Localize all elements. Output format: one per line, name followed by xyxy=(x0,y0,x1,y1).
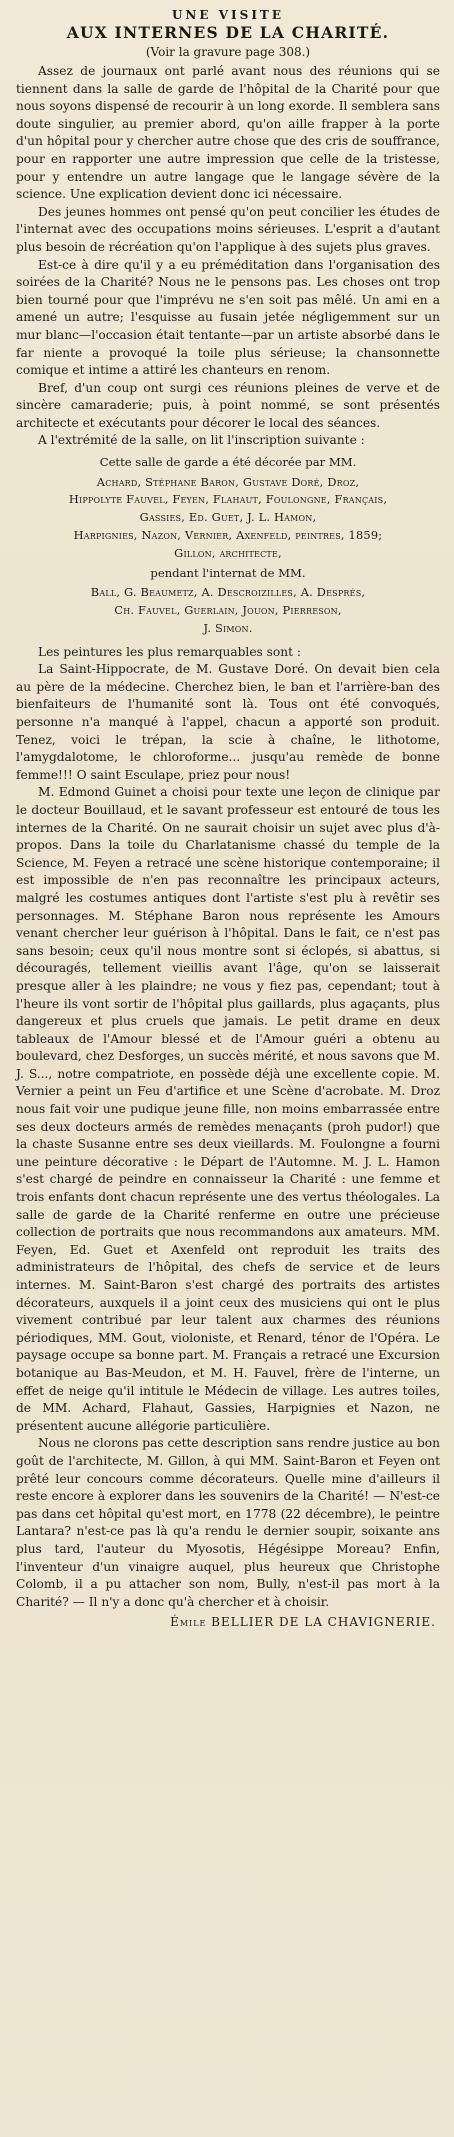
gravure-note: (Voir la gravure page 308.) xyxy=(145,45,311,59)
paragraph-2: Des jeunes hommes ont pensé qu'on peut concilier les études de l'internat avec des occupations moins sérieuses. L'esprit a d'autant plus besoin de récréation qu'on l'applique à des sujets plus graves. xyxy=(16,204,440,254)
inscription-line: Harpignies, Nazon, Vernier, Axenfeld, peintres, 1859; xyxy=(73,528,383,543)
inscription-intro: Cette salle de garde a été décorée par MM. xyxy=(99,455,357,470)
inscription-line: Hippolyte Fauvel, Feyen, Flahaut, Foulongne, Français, xyxy=(68,492,388,507)
paragraph-6: Les peintures les plus remarquables sont : xyxy=(38,644,301,659)
paragraph-5: A l'extrémité de la salle, on lit l'inscription suivante : xyxy=(38,433,365,448)
article-title: AUX INTERNES DE LA CHARITÉ. xyxy=(66,23,390,42)
internat-intro: pendant l'internat de MM. xyxy=(150,565,306,580)
internat-line: Ball, G. Beaumetz, A. Descroizilles, A. Després, xyxy=(90,585,366,600)
internat-line: Ch. Fauvel, Guerlain, Jouon, Pierreson, xyxy=(114,603,342,618)
paragraph-8: M. Edmond Guinet a choisi pour texte une leçon de clinique par le docteur Bouillaud, et le savant professeur est entouré de tous les internes de la Charité. On ne saurait choisir un sujet avec plus d'à-propos. Dans la toile du Charlatanisme chassé du temple de la Science, M. Feyen a retracé une scène historique contemporaine; il est impossible de n'en pas reconnaître les principaux acteurs, malgré les costumes antiques dont l'artiste s'est plu à revêtir ses personnages. M. Stéphane Baron nous représente les Amours venant chercher leur guérison à l'hôpital. Dans le fait, ce n'est pas sans besoin; ceux qu'il nous montre sont si éclopés, si abattus, si découragés, tellement vieillis avant l'âge, qu'on se laisserait presque aller à les plaindre; ne vous y fiez pas, cependant; tout à l'heure ils vont sortir de l'hôpital plus gaillards, plus agaçants, plus dangereux et plus cruels que jamais. Le petit drame en deux tableaux de l'Amour blessé et de l'Amour guéri a obtenu au boulevard, chez Desforges, un succès mérité, et nous savons que M. J. S..., notre compatriote, en possède déjà une excellente copie. M. Vernier a peint un Feu d'artifice et une Scène d'acrobate. M. Droz nous fait voir une pudique jeune fille, non moins embarrassée entre ses deux docteurs armés de remèdes menaçants (proh pudor!) que la chaste Susanne entre ses deux vieillards. M. Foulongne a fourni une peinture décorative : le Départ de l'Automne. M. J. L. Hamon s'est chargé de peindre en connaisseur la Charité : une femme et trois enfants dont chacun représente une des vertus théologales. La salle de garde de la Charité renferme en outre une précieuse collection de portraits que nous recommandons aux amateurs. MM. Feyen, Ed. Guet et Axenfeld ont reproduit les traits des administrateurs de l'hôpital, des chefs de service et de leurs internes. M. Saint-Baron s'est chargé des portraits des artistes décorateurs, auxquels il a joint ceux des musiciens qui ont le plus vivement contribué par leur talent aux charmes des réunions périodiques, MM. Gout, violoniste, et Renard, ténor de l'Opéra. Le paysage occupe sa bonne part. M. Français a retracé une Excursion botanique au Bas-Meudon, et M. H. Fauvel, frère de l'interne, un effet de neige qu'il intitule le Médecin de village. Les autres toiles, de MM. Achard, Flahaut, Gassies, Harpignies et Nazon, ne présentent aucune allégorie particulière. xyxy=(16,785,440,1433)
inscription-line: Achard, Stéphane Baron, Gustave Doré, Droz, xyxy=(96,474,360,489)
internat-line: J. Simon. xyxy=(203,620,253,635)
inscription-list xyxy=(16,474,440,563)
paragraph-4: Bref, d'un coup ont surgi ces réunions pleines de verve et de sincère camaraderie; puis, à point nommé, se sont présentés architecte et exécutants pour décorer le local des séances. xyxy=(16,380,440,430)
internat-list xyxy=(16,584,440,637)
inscription-line: Gillon, architecte, xyxy=(174,545,282,560)
author-signature: Émile BELLIER DE LA CHAVIGNERIE. xyxy=(170,1615,436,1630)
paragraph-9: Nous ne clorons pas cette description sans rendre justice au bon goût de l'architecte, M. Gillon, à qui MM. Saint-Baron et Feyen ont prêté leur concours comme décorateurs. Quelle mine d'ailleurs il reste encore à explorer dans les souvenirs de la Charité! — N'est-ce pas dans cet hôpital qu'est mort, en 1778 (22 décembre), le peintre Lantara? n'est-ce pas là qu'a rendu le dernier soupir, soixante ans plus tard, l'auteur du Myosotis, Hégésippe Moreau? Enfin, l'inventeur d'un vinaigre auquel, plus heureux que Christophe Colomb, il a pu attacher son nom, Bully, n'est-il pas mort à la Charité? — Il n'y a donc qu'à chercher et à choisir. xyxy=(16,1436,440,1609)
paragraph-1: Assez de journaux ont parlé avant nous des réunions qui se tiennent dans la salle de garde de l'hôpital de la Charité pour que nous soyons dispensé de recourir à un long exorde. Il semblera sans doute singulier, au premier abord, qu'on aille frapper à la porte d'un hôpital pour y chercher autre chose que des cris de souffrance, pour en rapporter une autre impression que celle de la tristesse, pour y entendre un autre langage que le langage sévère de la science. Une explication devient donc ici nécessaire. xyxy=(16,64,440,202)
paragraph-3: Est-ce à dire qu'il y a eu préméditation dans l'organisation des soirées de la Charité? Nous ne le pensons pas. Les choses ont trop bien tourné pour que l'imprévu ne s'en soit pas mêlé. Un ami en a amené un autre; l'esquisse au fusain jetée négligemment sur un mur blanc—l'occasion était tentante—par un artiste absorbé dans le far niente a provoqué la toile plus sérieuse; la chansonnette comique et intime a attiré les chanteurs en renom. xyxy=(16,257,440,378)
paragraph-7: La Saint-Hippocrate, de M. Gustave Doré. On devait bien cela au père de la médecine. Cherchez bien, le ban et l'arrière-ban des bienfaiteurs de l'humanité sont là. Tous ont été convoqués, personne n'a manqué à l'appel, chacun a apporté son produit. Tenez, voici le trépan, la scie à chaîne, le lithotome, l'amygdalotome, le chloroforme... jusqu'au remède de bonne femme!!! O saint Esculape, priez pour nous! xyxy=(16,662,440,782)
article-kicker: UNE VISITE xyxy=(171,8,285,22)
inscription-line: Gassies, Ed. Guet, J. L. Hamon, xyxy=(139,510,317,525)
